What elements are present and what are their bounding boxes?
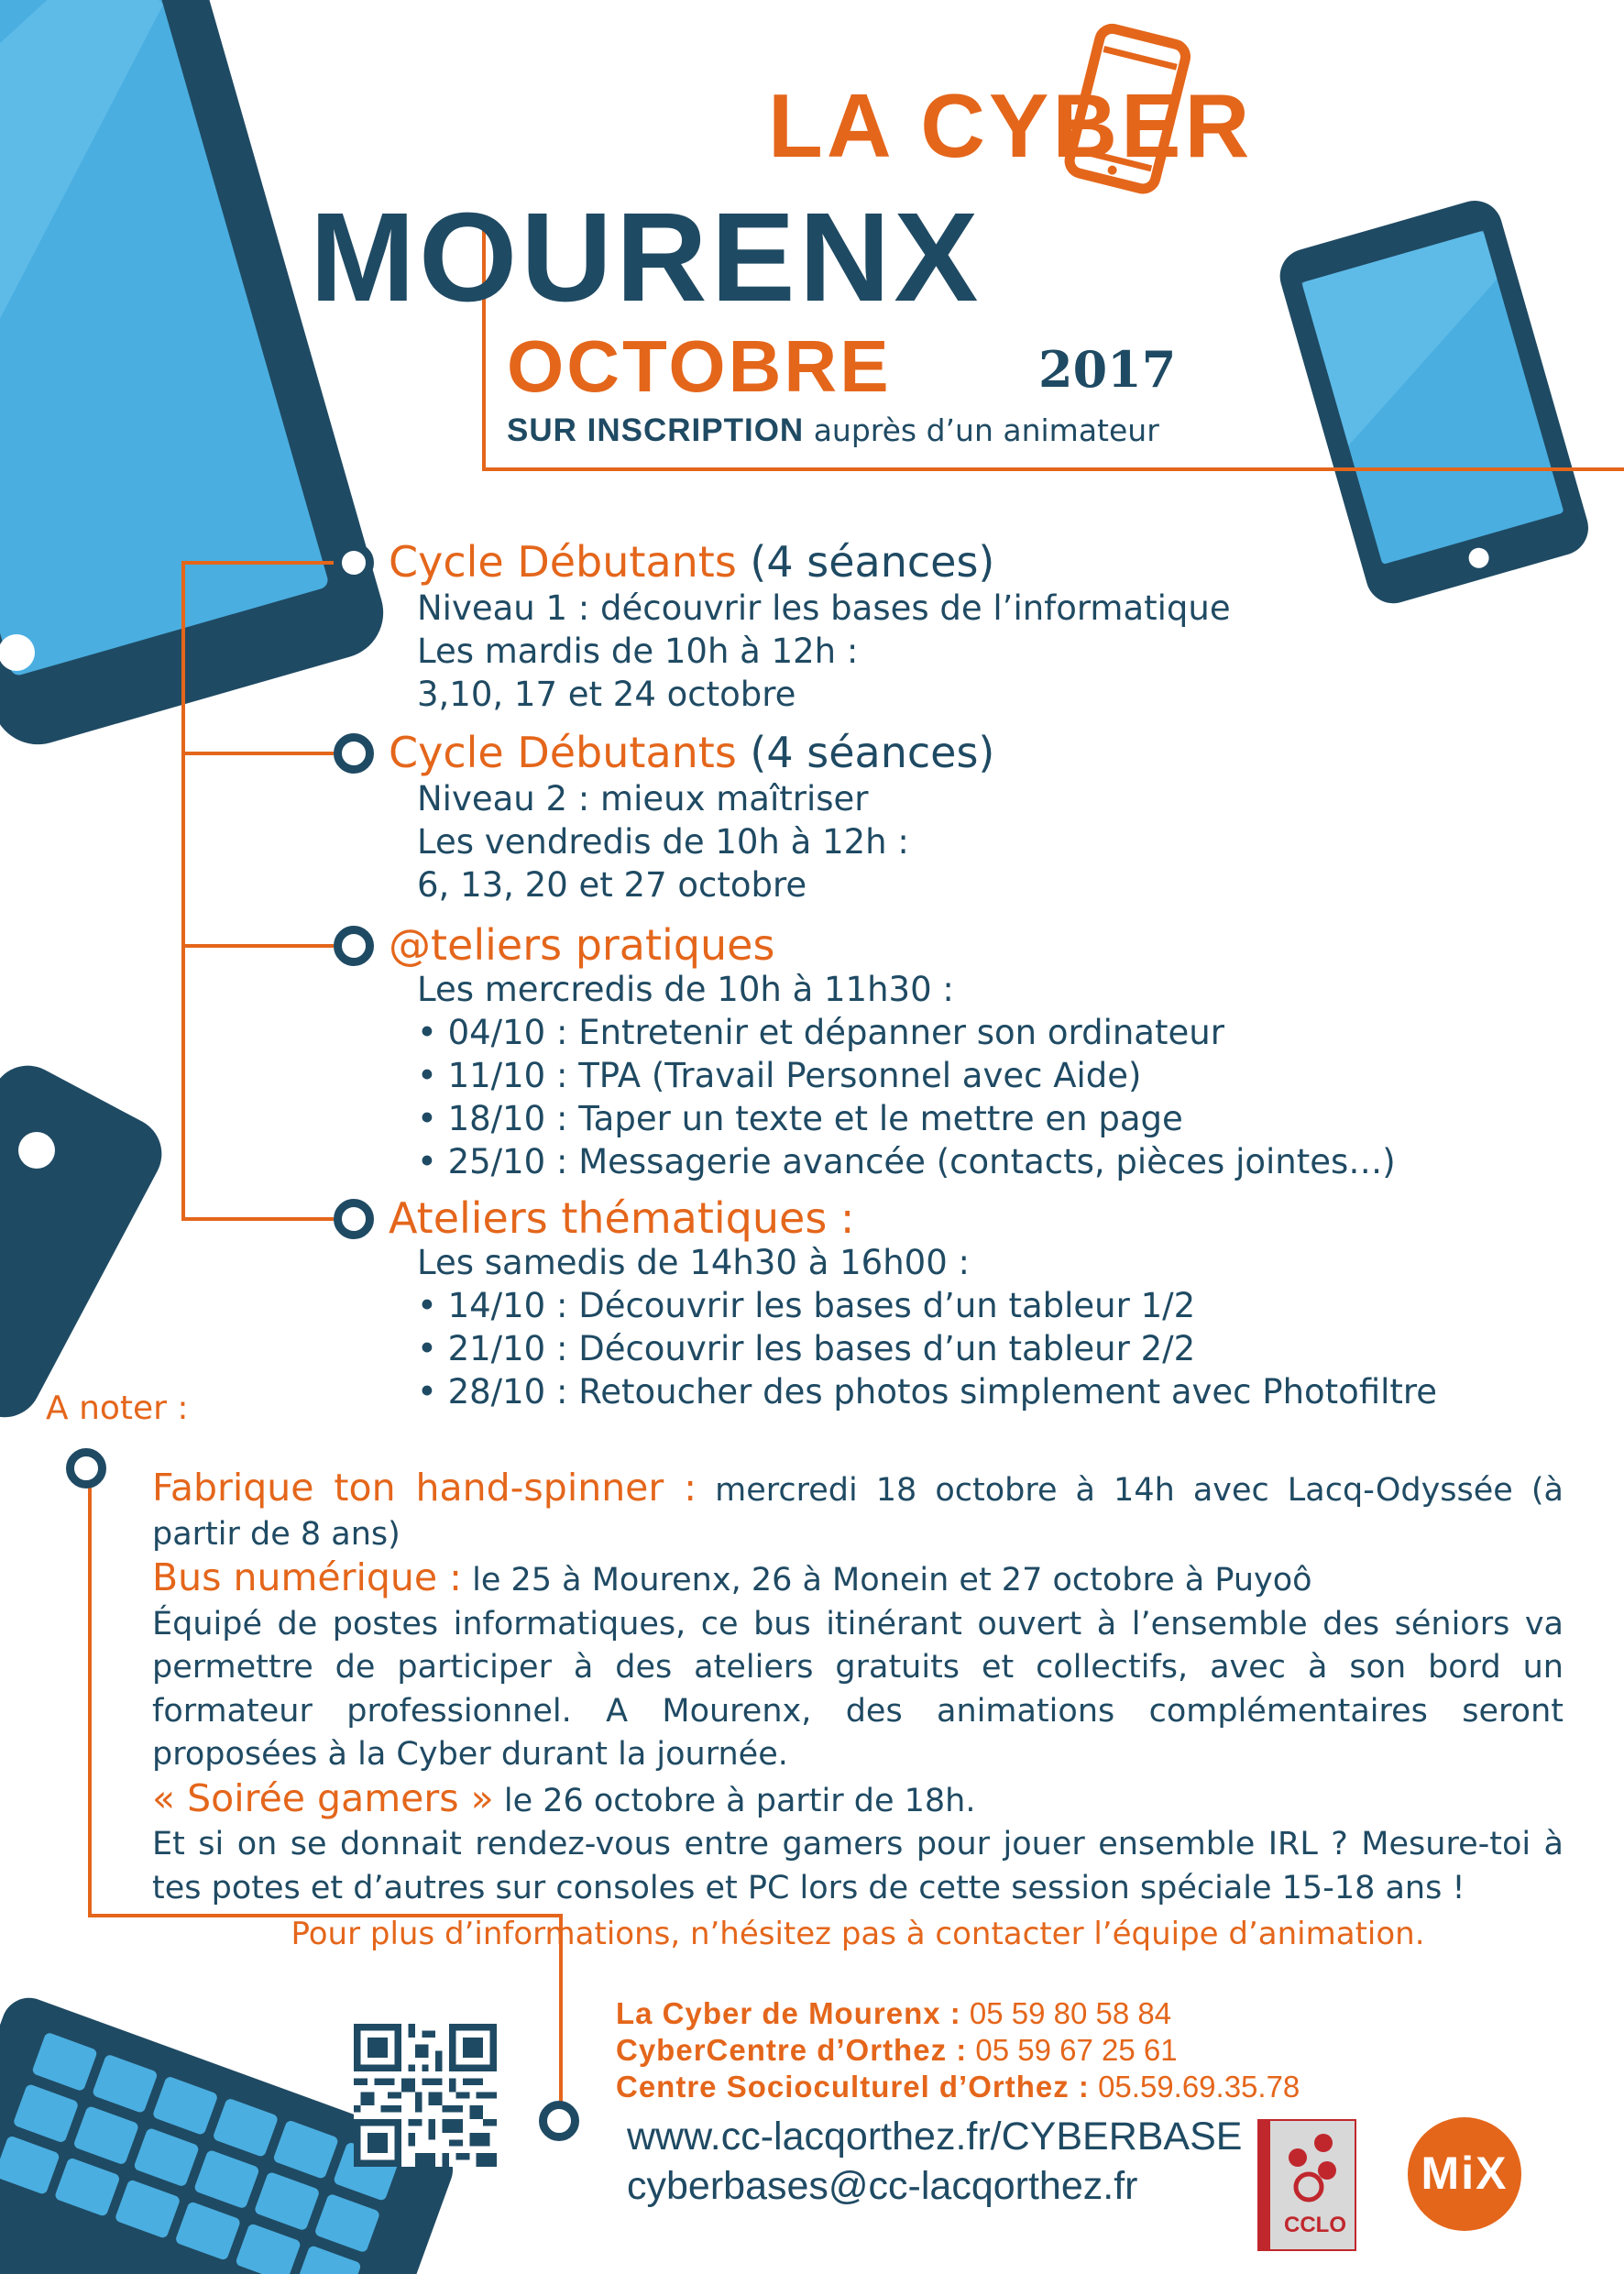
note-hand-spinner-title: Fabrique ton hand-spinner : [152,1466,697,1510]
section-body [417,587,1231,716]
brand-title: LA CYBER [768,75,1254,176]
section-bullet-icon [334,1199,374,1239]
note-gamers-desc: Et si on se donnait rendez-vous entre gamers pour jouer ensemble IRL ? Mesure-toi à tes potes et d’autres sur consoles et PC lors de cette session spéciale 15-18 ans ! [152,1826,1564,1906]
section-line: • 11/10 : TPA (Travail Personnel avec Aide) [417,1056,1142,1095]
mix-label: MiX [1421,2148,1509,2199]
note-bus-text: le 25 à Mourenx, 26 à Monein et 27 octobre à Puyoô [461,1562,1312,1598]
section-title-main: Ateliers thématiques : [389,1193,855,1243]
section-title [389,728,995,777]
website-link[interactable]: www.cc-lacqorthez.fr/CYBERBASE [627,2115,1243,2159]
contact-cybercentre-orthez [616,2035,1178,2065]
note-bus-desc: Équipé de postes informatiques, ce bus itinérant ouvert à l’ensemble des séniors va permettre de participer à des ateliers gratuits et collectifs, avec à son bord un formateur professionnel. A Mourenx, des animations complémentaires seront proposées à la Cyber durant la journée. [152,1605,1564,1773]
section-bullet-icon [334,733,374,774]
inscription-rest: auprès d’un animateur [804,412,1159,448]
section-title-extra: (4 séances) [736,728,995,777]
section-body [417,968,1396,1183]
tablet-illustration-left [0,0,394,755]
section-body [417,777,909,906]
contact-cyber-mourenx [616,1998,1171,2028]
contact-centre-socioculturel [616,2071,1300,2102]
contact-name: La Cyber de Mourenx : [616,1996,961,2030]
email-link[interactable]: cyberbases@cc-lacqorthez.fr [627,2164,1138,2208]
section-line: • 18/10 : Taper un texte et le mettre en page [417,1099,1183,1138]
section-line: Les mardis de 10h à 12h : [417,632,859,671]
contact-phone: 05 59 67 25 61 [967,2033,1178,2067]
notes-bullet-icon [66,1448,106,1489]
cclo-logo [1257,2119,1356,2251]
contact-name: Centre Socioculturel d’Orthez : [616,2070,1090,2104]
section-line: Les mercredis de 10h à 11h30 : [417,970,954,1009]
section-line: Niveau 2 : mieux maîtriser [417,779,869,818]
cclo-circles-icon [1281,2130,1349,2203]
note-gamers-title: « Soirée gamers » [152,1775,494,1820]
year-title: 2017 [1038,340,1177,399]
section-title-extra: (4 séances) [736,537,995,587]
contact-phone: 05 59 80 58 84 [960,1996,1172,2030]
note-gamers [152,1777,1564,1824]
section-line: • 21/10 : Découvrir les bases d’un tableur 2/2 [417,1329,1196,1368]
section-title [389,1193,855,1243]
section-body [417,1241,1437,1413]
more-info-text: Pour plus d’informations, n’hésitez pas à contacter l’équipe d’animation. [291,1916,1425,1952]
section-line: Les samedis de 14h30 à 16h00 : [417,1243,970,1282]
contact-name: CyberCentre d’Orthez : [616,2033,968,2067]
cclo-side-bar [1257,2119,1270,2251]
tablet-illustration-right [1274,194,1596,610]
note-bus-title: Bus numérique : [152,1555,462,1599]
inscription-note [507,414,1159,446]
month-title: OCTOBRE [507,325,892,407]
note-gamers-text: le 26 octobre à partir de 18h. [493,1782,976,1819]
section-bullet-icon [334,926,374,966]
qr-code-icon [354,2024,497,2167]
section-title [389,920,775,970]
notes-label: A noter : [46,1390,189,1427]
section-title-main: Cycle Débutants [389,728,737,777]
section-line: Niveau 1 : découvrir les bases de l’informatique [417,588,1231,628]
notes-block [152,1467,1564,1910]
section-bullet-icon [334,543,374,583]
section-line: • 04/10 : Entretenir et dépanner son ordinateur [417,1013,1224,1052]
footer-bullet-icon [539,2101,579,2141]
section-title [389,537,995,587]
note-bus [152,1556,1564,1603]
section-line: 6, 13, 20 et 27 octobre [417,865,807,905]
mix-logo [1408,2117,1521,2231]
phone-illustration-left [0,1053,174,1431]
section-line: • 14/10 : Découvrir les bases d’un tableur 1/2 [417,1286,1196,1325]
section-line: • 28/10 : Retoucher des photos simplement avec Photofiltre [417,1372,1438,1412]
town-title: MOURENX [310,187,982,328]
note-hand-spinner-text: mercredi 18 octobre à 14h avec Lacq-Odyssée (à partir de 8 ans) [152,1472,1564,1553]
contact-phone: 05.59.69.35.78 [1089,2070,1300,2104]
section-line: • 25/10 : Messagerie avancée (contacts, pièces jointes…) [417,1142,1396,1181]
note-hand-spinner [152,1467,1564,1556]
section-line: 3,10, 17 et 24 octobre [417,675,796,714]
inscription-bold: SUR INSCRIPTION [507,412,805,448]
section-title-main: @teliers pratiques [389,920,775,970]
cclo-label: CCLO [1284,2213,1346,2237]
section-title-main: Cycle Débutants [389,537,737,587]
section-line: Les vendredis de 10h à 12h : [417,822,909,862]
